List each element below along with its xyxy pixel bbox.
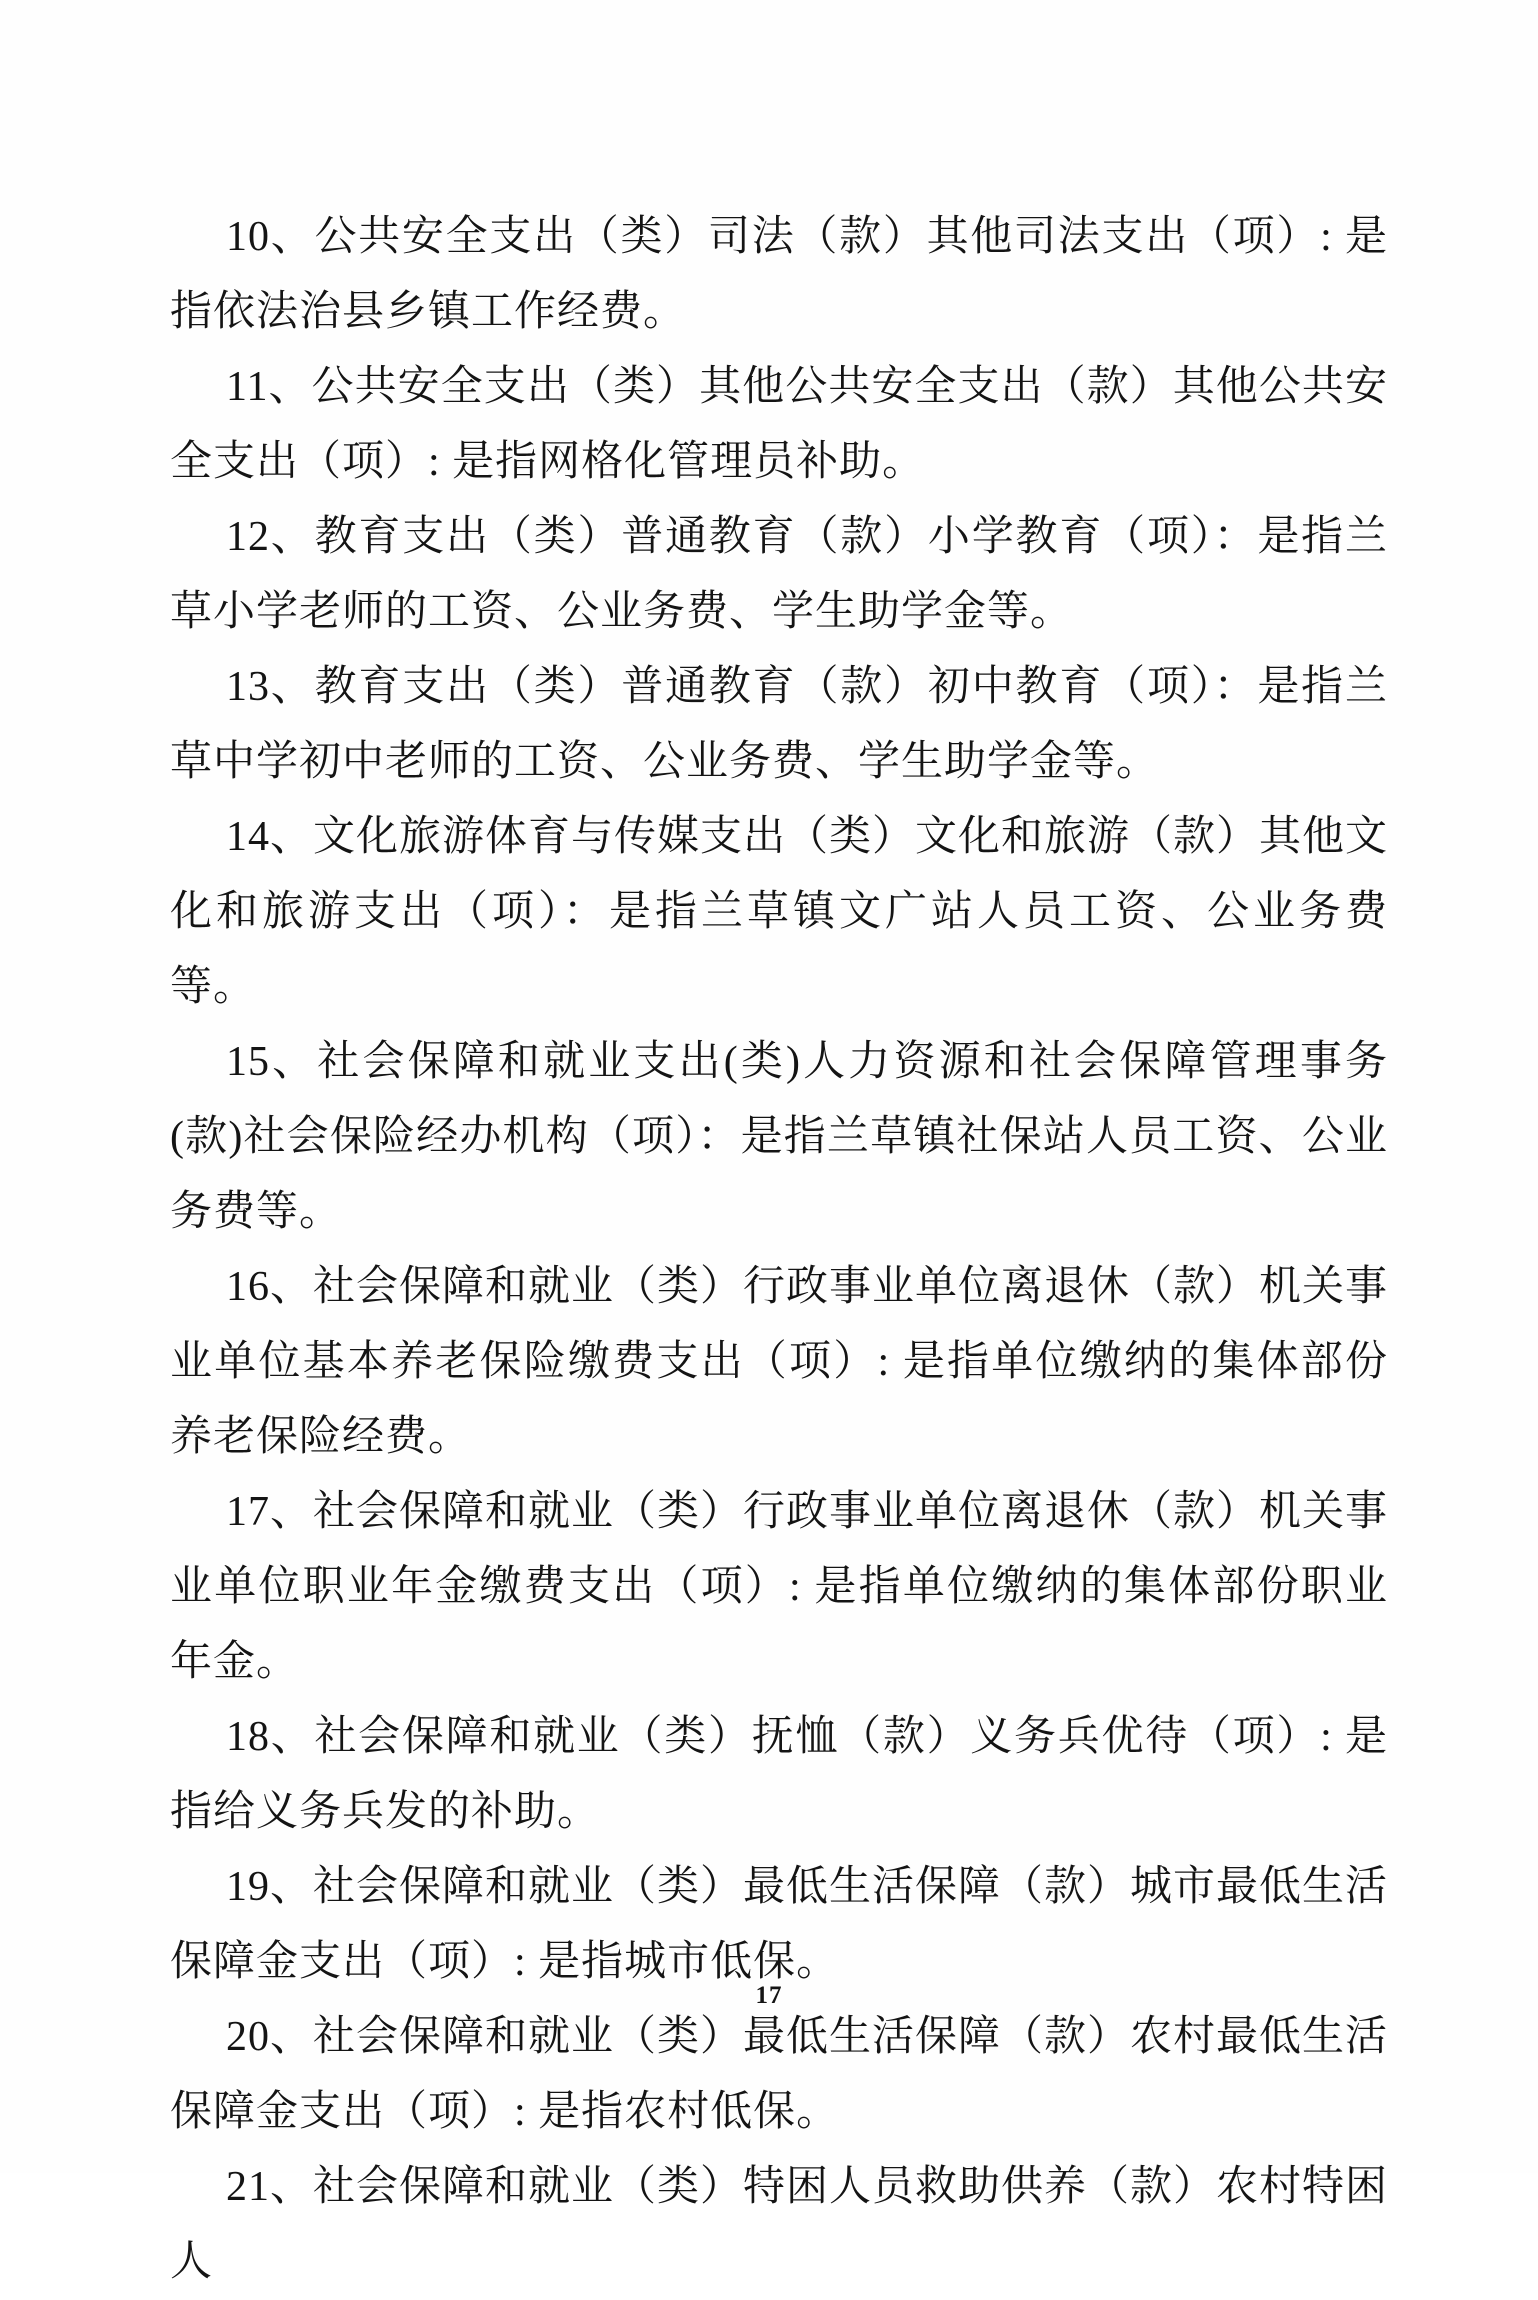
paragraph-item-18: 18、社会保障和就业（类）抚恤（款）义务兵优待（项）: 是指给义务兵发的补助。 — [170, 1714, 1388, 1835]
paragraph-item-13: 13、教育支出（类）普通教育（款）初中教育（项）：是指兰草中学初中老师的工资、公业务费、学生助学金等。 — [170, 664, 1388, 785]
page-footer — [0, 1982, 1538, 2010]
paragraph-item-19: 19、社会保障和就业（类）最低生活保障（款）城市最低生活保障金支出（项）: 是指城市低保。 — [170, 1864, 1389, 1985]
page-number: 17 — [755, 1982, 783, 2009]
paragraph-item-17: 17、社会保障和就业（类）行政事业单位离退休（款）机关事业单位职业年金缴费支出（项）: 是指单位缴纳的集体部份职业年金。 — [170, 1489, 1389, 1685]
document-body — [170, 0, 1388, 2300]
paragraph-item-21: 21、社会保障和就业（类）特困人员救助供养（款）农村特困人 — [170, 2164, 1389, 2285]
paragraph-item-20: 20、社会保障和就业（类）最低生活保障（款）农村最低生活保障金支出（项）: 是指农村低保。 — [170, 2014, 1389, 2135]
paragraph-item-15: 15、社会保障和就业支出(类)人力资源和社会保障管理事务(款)社会保险经办机构（项）：是指兰草镇社保站人员工资、公业务费等。 — [170, 1039, 1388, 1235]
paragraph-item-10: 10、公共安全支出（类）司法（款）其他司法支出（项）: 是指依法治县乡镇工作经费。 — [170, 214, 1388, 335]
paragraph-item-11: 11、公共安全支出（类）其他公共安全支出（款）其他公共安全支出（项）: 是指网格化管理员补助。 — [170, 364, 1388, 485]
paragraph-item-14: 14、文化旅游体育与传媒支出（类）文化和旅游（款）其他文化和旅游支出（项）：是指兰草镇文广站人员工资、公业务费等。 — [170, 814, 1389, 1010]
paragraph-item-12: 12、教育支出（类）普通教育（款）小学教育（项）：是指兰草小学老师的工资、公业务费、学生助学金等。 — [170, 514, 1388, 635]
paragraph-item-16: 16、社会保障和就业（类）行政事业单位离退休（款）机关事业单位基本养老保险缴费支出（项）: 是指单位缴纳的集体部份养老保险经费。 — [170, 1264, 1389, 1460]
